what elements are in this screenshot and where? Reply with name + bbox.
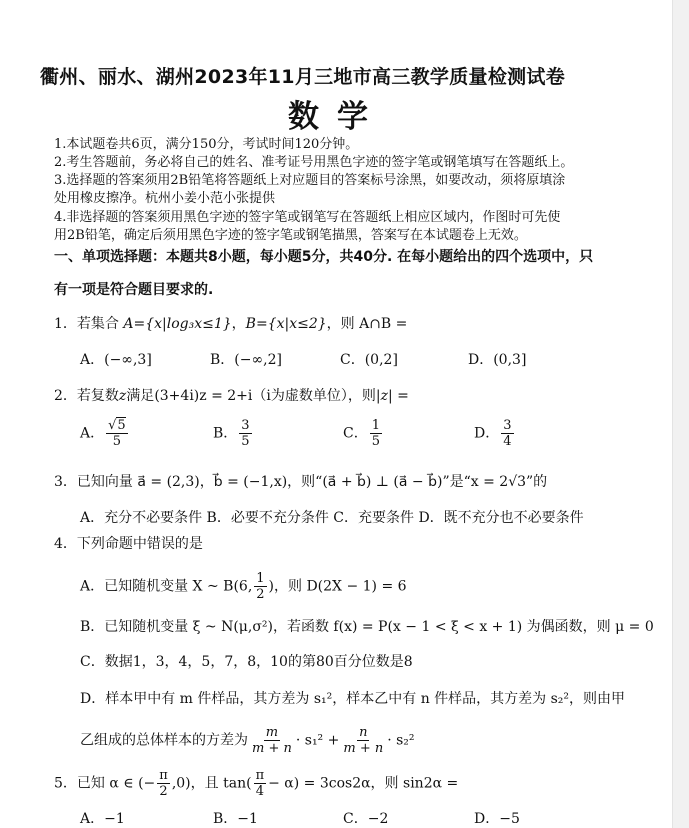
q4-option-d-suffix: · s₂² (387, 732, 415, 749)
q4-option-c: C．数据1，3，4，5，7，8，10的第80百分位数是8 (80, 654, 413, 670)
exam-title: 衢州、丽水、湖州2023年11月三地市高三教学质量检测试卷 (40, 66, 566, 88)
q1-stem-prefix: 1．若集合 (54, 316, 119, 332)
q5-option-c (343, 808, 388, 828)
q2-option-d-fraction (501, 418, 513, 449)
q2-option-c-denominator: 5 (371, 434, 380, 449)
q4-option-d-fraction-1-denominator: m + n (252, 741, 292, 756)
question-4-stem: 4．下列命题中错误的是 (54, 536, 203, 552)
q4-option-a-prefix: A．已知随机变量 X ~ B(6, (80, 578, 253, 595)
q1-set-a: A={x|log₃x≤1} (123, 316, 232, 332)
q2-option-d-numerator: 3 (503, 418, 512, 433)
q1-option-c: C．(0,2] (340, 352, 398, 368)
q2-option-b-label: B． (213, 425, 238, 442)
q2-option-a (80, 418, 130, 449)
q5-option-a-label: A． (80, 811, 105, 827)
q4-option-d-fraction-2-denominator: m + n (343, 741, 384, 756)
q2-option-b-numerator: 3 (241, 418, 250, 433)
q5-option-d-value: −5 (499, 811, 520, 827)
q2-abs-z: |z| = (375, 388, 409, 404)
q4-option-d-fraction-1 (250, 725, 294, 756)
section-heading-line-2: 有一项是符合题目要求的. (54, 282, 214, 298)
q5-option-c-value: −2 (367, 811, 389, 827)
q2-option-c-numerator: 1 (371, 418, 380, 433)
q4-option-d-middle: · s₁² + (295, 732, 340, 749)
q2-option-c-fraction (370, 418, 382, 449)
q4-option-d-line-2 (80, 725, 415, 756)
q4-option-d-prefix: 乙组成的总体样本的方差为 (80, 732, 248, 749)
q4-option-d-fraction-2 (341, 725, 385, 756)
note-line-4: 处用橡皮擦净。杭州小姜小范小张提供 (54, 191, 276, 206)
q4-option-d-fraction-1-numerator: m (265, 725, 279, 740)
q2-option-c-label: C． (343, 425, 368, 442)
q5-fraction-2-numerator: π (255, 768, 265, 783)
q4-option-a-denominator: 2 (256, 587, 265, 602)
vertical-scrollbar[interactable] (672, 0, 689, 828)
q2-option-a-label: A． (80, 425, 105, 442)
question-5-stem (54, 768, 458, 799)
question-1-stem (54, 313, 407, 333)
q5-fraction-1-numerator: π (159, 768, 168, 783)
q2-equation: (3+4i)z = 2+i (154, 388, 253, 404)
q5-option-a (80, 808, 125, 828)
q4-option-a-suffix: )，则 D(2X − 1) = 6 (268, 578, 407, 595)
q4-option-b: B．已知随机变量 ξ ~ N(μ,σ²)，若函数 f(x) = P(x − 1 < ξ < x + 1) 为偶函数，则 μ = 0 (80, 619, 654, 635)
q4-option-d-fraction-2-numerator: n (359, 725, 368, 740)
q2-option-d-denominator: 4 (503, 434, 512, 449)
q2-option-b-denominator: 5 (241, 434, 250, 449)
q5-stem-suffix: − α) = 3cos2α，则 sin2α = (268, 775, 459, 792)
q4-option-a (80, 571, 407, 602)
q1-set-b: B={x|x≤2} (245, 316, 327, 332)
q5-fraction-1-denominator: 2 (159, 784, 168, 799)
q2-option-a-numerator: √5 (108, 418, 126, 433)
q2-stem-mid: 满足 (126, 388, 155, 404)
note-line-3: 3.选择题的答案须用2B铅笔将答题纸上对应题目的答案标号涂黑，如要改动，须将原填涂 (54, 173, 566, 188)
q5-fraction-1 (157, 768, 170, 799)
q5-fraction-2-denominator: 4 (255, 784, 264, 799)
note-line-1: 1.本试题卷共6页，满分150分，考试时间120分钟。 (54, 137, 359, 152)
q1-option-a: A．(−∞,3] (80, 352, 152, 368)
q5-option-a-value: −1 (104, 811, 125, 827)
q2-option-a-denominator: 5 (112, 434, 122, 449)
q1-stem-tail: ，则 A∩B = (326, 316, 408, 332)
q3-options: A．充分不必要条件 B．必要不充分条件 C．充要条件 D．既不充分也不必要条件 (80, 510, 584, 526)
q4-option-a-numerator: 1 (256, 571, 265, 586)
note-line-6: 用2B铅笔，确定后须用黑色字迹的签字笔或钢笔描黑，答案写在本试题卷上无效。 (54, 228, 527, 243)
q5-stem-prefix: 5．已知 α ∈ (− (54, 775, 156, 792)
q1-option-b: B．(−∞,2] (210, 352, 282, 368)
question-2-stem (54, 385, 409, 405)
q4-option-d-line-1: D．样本甲中有 m 件样品，其方差为 s₁²，样本乙中有 n 件样品，其方差为 s₂²，则由甲 (80, 691, 626, 707)
q2-paren-note: （i为虚数单位），则 (252, 388, 376, 404)
q5-option-b-value: −1 (237, 811, 258, 827)
q2-option-d-label: D． (474, 425, 500, 442)
q5-option-c-label: C． (343, 811, 368, 827)
note-line-5: 4.非选择题的答案须用黑色字迹的签字笔或钢笔写在答题纸上相应区域内，作图时可先使 (54, 210, 561, 225)
q2-option-b-fraction (239, 418, 251, 449)
q5-option-b-label: B． (213, 811, 238, 827)
q5-option-d (474, 808, 520, 828)
note-line-2: 2.考生答题前，务必将自己的姓名、准考证号用黑色字迹的签字笔或钢笔填写在答题纸上。 (54, 155, 574, 170)
q2-option-a-fraction (106, 418, 128, 449)
q2-option-a-radicand: 5 (117, 418, 126, 433)
q2-var-z: z (118, 388, 127, 404)
section-heading-line-1: 一、单项选择题：本题共8小题，每小题5分，共40分. 在每小题给出的四个选项中，只 (54, 249, 594, 265)
q2-option-d (474, 418, 516, 449)
q1-separator: ， (231, 316, 246, 332)
subject-title: 数学 (288, 99, 386, 135)
q4-option-a-fraction (254, 571, 266, 602)
q2-option-b (213, 418, 254, 449)
q5-option-d-label: D． (474, 811, 500, 827)
q1-option-d: D．(0,3] (468, 352, 527, 368)
q5-fraction-2 (254, 768, 267, 799)
q2-option-c (343, 418, 384, 449)
q5-stem-middle: ,0)，且 tan( (171, 775, 252, 792)
q5-option-b (213, 808, 258, 828)
question-3-stem: 3．已知向量 a⃗ = (2,3)，b⃗ = (−1,x)，则“(a⃗ + b⃗) ⊥ (a⃗ − b⃗)”是“x = 2√3”的 (54, 474, 548, 490)
q2-stem-prefix: 2．若复数 (54, 388, 119, 404)
